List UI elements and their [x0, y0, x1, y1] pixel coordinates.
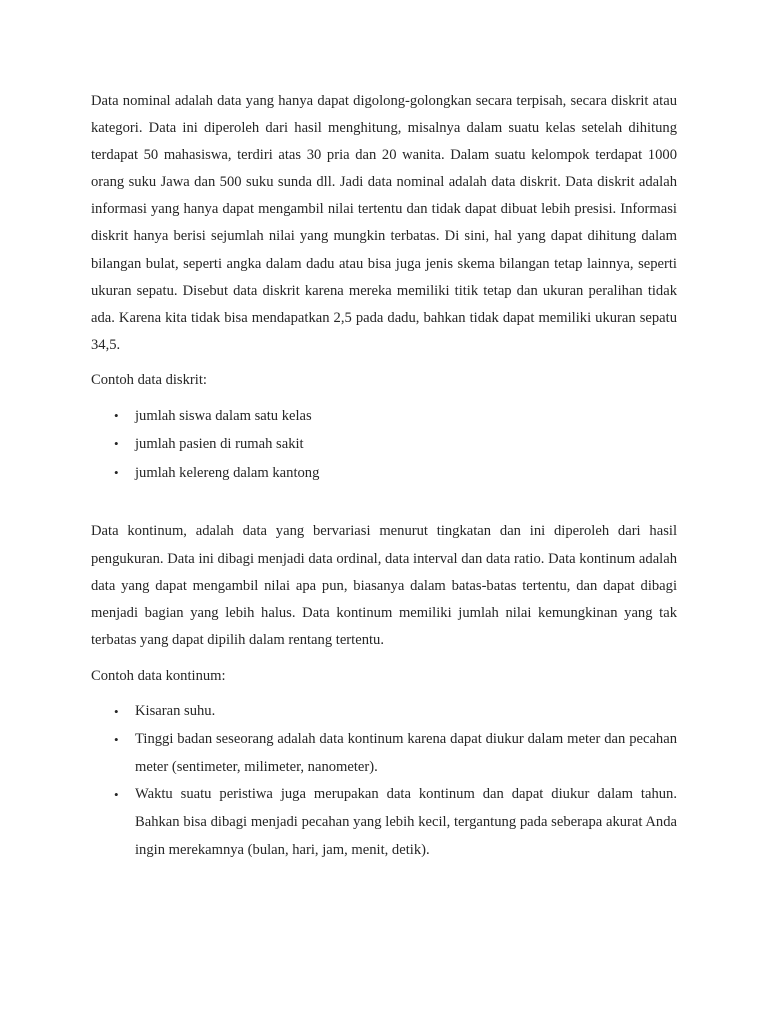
discrete-examples-list [91, 402, 677, 488]
list-item [91, 459, 677, 488]
list-item-text: jumlah pasien di rumah sakit [135, 436, 304, 453]
list-item [91, 698, 677, 726]
bullet-icon: • [114, 436, 119, 452]
heading-discrete-examples: Contoh data diskrit: [91, 371, 207, 388]
list-item [91, 726, 677, 782]
list-item-text: Tinggi badan seseorang adalah data kontinum karena dapat diukur dalam meter dan pecahan meter (sentimeter, milimeter, nanometer). [135, 730, 677, 775]
bullet-icon: • [114, 731, 119, 747]
paragraph-nominal-data: Data nominal adalah data yang hanya dapat digolong-golongkan secara terpisah, secara diskrit atau kategori. Data ini diperoleh dari hasil menghitung, misalnya dalam suatu kelas setelah dihitung terdapat 50 mahasiswa, terdiri atas 30 pria dan 20 wanita. Dalam suatu kelompok terdapat 1000 orang suku Jawa dan 500 suku sunda dll. Jadi data nominal adalah data diskrit. Data diskrit adalah informasi yang hanya dapat mengambil nilai tertentu dan tidak dapat dibuat lebih presisi. Informasi diskrit hanya berisi sejumlah nilai yang mungkin terbatas. Di sini, hal yang dapat dihitung dalam bilangan bulat, seperti angka dalam dadu atau bisa juga jenis skema bilangan tetap lainnya, seperti ukuran sepatu. Disebut data diskrit karena mereka memiliki titik tetap dan ukuran peralihan tidak ada. Karena kita tidak bisa mendapatkan 2,5 pada dadu, bahkan tidak dapat memiliki ukuran sepatu 34,5. [91, 93, 677, 353]
heading-continuous-examples: Contoh data kontinum: [91, 667, 226, 684]
list-item-text: jumlah siswa dalam satu kelas [135, 407, 312, 424]
list-item-text: jumlah kelereng dalam kantong [135, 464, 320, 481]
paragraph-continuous-data: Data kontinum, adalah data yang bervariasi menurut tingkatan dan ini diperoleh dari hasil pengukuran. Data ini dibagi menjadi data ordinal, data interval dan data ratio. Data kontinum adalah data yang dapat mengambil nilai apa pun, biasanya dalam batas-batas tertentu, dan dapat dibagi menjadi bagian yang lebih halus. Data kontinum memiliki jumlah nilai kemungkinan yang tak terbatas yang dapat dipilih dalam rentang tertentu. [91, 523, 677, 648]
list-item [91, 781, 677, 864]
list-item-text: Waktu suatu peristiwa juga merupakan data kontinum dan dapat diukur dalam tahun. Bahkan bisa dibagi menjadi pecahan yang lebih kecil, tergantung pada seberapa akurat Anda ingin merekamnya (bulan, hari, jam, menit, detik). [135, 786, 677, 858]
document-page [91, 88, 677, 865]
list-item [91, 430, 677, 459]
bullet-icon: • [114, 787, 119, 803]
bullet-icon: • [114, 464, 119, 480]
bullet-icon: • [114, 407, 119, 423]
bullet-icon: • [114, 703, 119, 719]
list-item-text: Kisaran suhu. [135, 702, 216, 719]
continuous-examples-list [91, 698, 677, 865]
list-item [91, 402, 677, 431]
